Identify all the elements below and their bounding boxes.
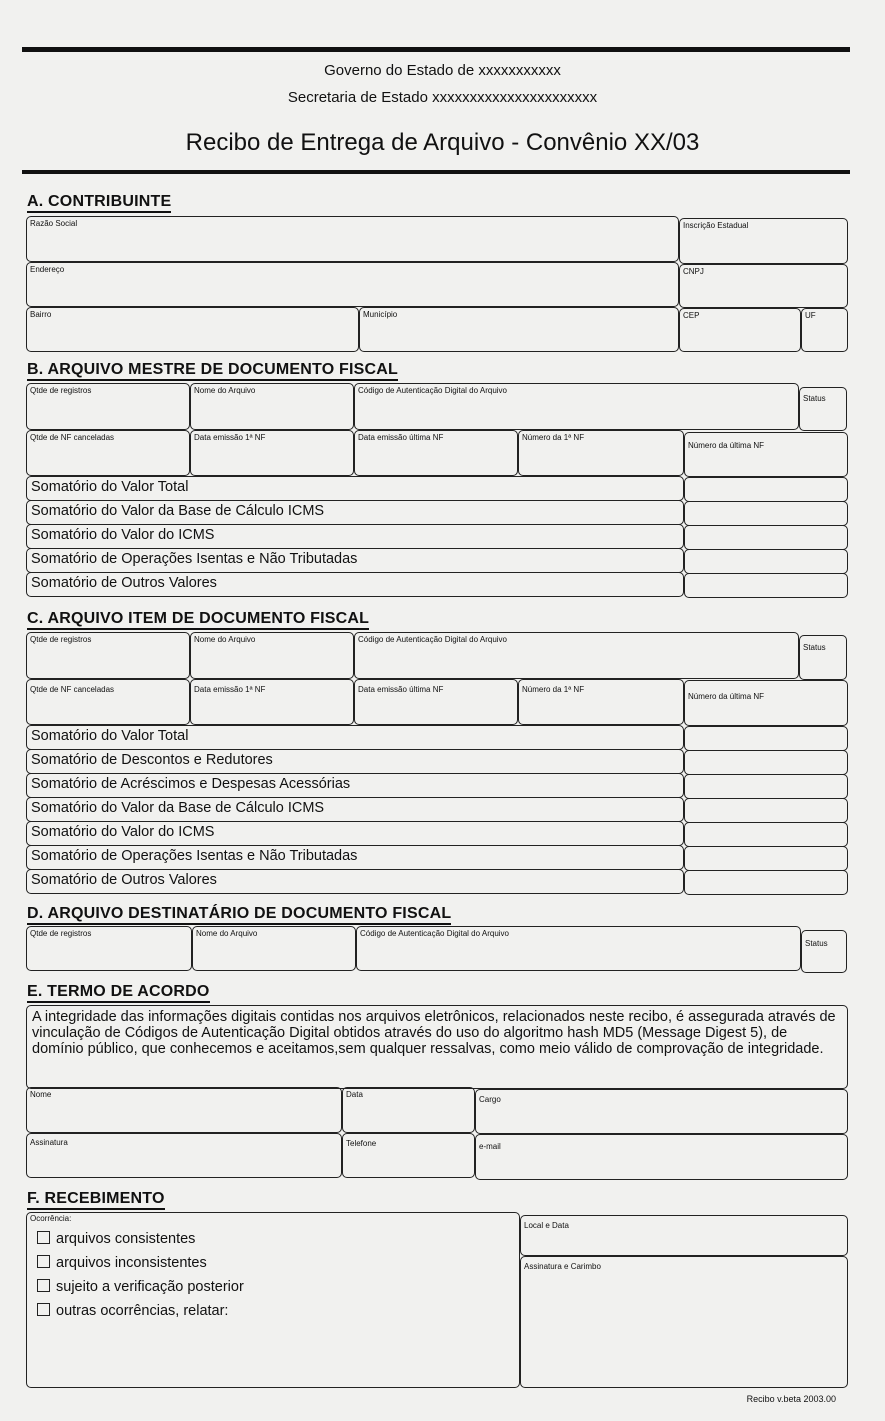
dest-qtde-registros[interactable]: Qtde de registros: [26, 926, 192, 971]
municipio-field[interactable]: Município: [359, 307, 679, 352]
inscricao-estadual-field[interactable]: Inscrição Estadual: [679, 218, 848, 264]
razao-social-field[interactable]: Razão Social: [26, 216, 679, 262]
checkbox-verificacao-posterior[interactable]: [37, 1279, 50, 1292]
item-total-label-5: Somatório de Operações Isentas e Não Tributadas: [26, 845, 684, 870]
section-f-heading: F. RECEBIMENTO: [27, 1190, 165, 1208]
checkbox-outras-ocorrencias[interactable]: [37, 1303, 50, 1316]
option-verificacao-posterior[interactable]: sujeito a verificação posterior: [37, 1279, 244, 1295]
item-total-value-4[interactable]: [684, 822, 848, 847]
title-rule: [22, 170, 850, 174]
mestre-nome-arquivo[interactable]: Nome do Arquivo: [190, 383, 354, 430]
ocorrencia-box: [26, 1212, 520, 1388]
mestre-numero-ultima[interactable]: Número da última NF: [684, 432, 848, 477]
mestre-total-value-0[interactable]: [684, 477, 848, 502]
section-c-heading: C. ARQUIVO ITEM DE DOCUMENTO FISCAL: [27, 610, 369, 628]
page-title: Recibo de Entrega de Arquivo - Convênio XX/03: [185, 129, 700, 156]
item-status[interactable]: Status: [799, 635, 847, 680]
mestre-data-emissao-primeira[interactable]: Data emissão 1ª NF: [190, 430, 354, 476]
option-outras-ocorrencias[interactable]: outras ocorrências, relatar:: [37, 1303, 228, 1319]
section-b-heading: B. ARQUIVO MESTRE DE DOCUMENTO FISCAL: [27, 361, 398, 379]
termo-text-box: [26, 1005, 848, 1089]
assinatura-carimbo-field[interactable]: Assinatura e Carimbo: [520, 1256, 848, 1388]
termo-telefone-field[interactable]: Telefone: [342, 1133, 475, 1178]
section-d-heading: D. ARQUIVO DESTINATÁRIO DE DOCUMENTO FISCAL: [27, 905, 451, 923]
item-total-value-6[interactable]: [684, 870, 848, 895]
section-e-heading: E. TERMO DE ACORDO: [27, 983, 210, 1001]
item-total-label-1: Somatório de Descontos e Redutores: [26, 749, 684, 774]
item-numero-primeira[interactable]: Número da 1ª NF: [518, 679, 684, 725]
option-consistentes[interactable]: arquivos consistentes: [37, 1231, 195, 1247]
section-a-heading: A. CONTRIBUINTE: [27, 193, 171, 211]
ocorrencia-label: Ocorrência:: [30, 1214, 72, 1223]
mestre-total-value-2[interactable]: [684, 525, 848, 550]
item-qtde-registros[interactable]: Qtde de registros: [26, 632, 190, 679]
item-total-value-3[interactable]: [684, 798, 848, 823]
mestre-total-label-0: Somatório do Valor Total: [26, 476, 684, 501]
termo-email-field[interactable]: e-mail: [475, 1134, 848, 1180]
mestre-total-label-4: Somatório de Outros Valores: [26, 572, 684, 597]
item-total-value-5[interactable]: [684, 846, 848, 871]
mestre-data-emissao-ultima[interactable]: Data emissão última NF: [354, 430, 518, 476]
mestre-total-label-3: Somatório de Operações Isentas e Não Tributadas: [26, 548, 684, 573]
item-qtde-nf-canceladas[interactable]: Qtde de NF canceladas: [26, 679, 190, 725]
mestre-qtde-nf-canceladas[interactable]: Qtde de NF canceladas: [26, 430, 190, 476]
termo-cargo-field[interactable]: Cargo: [475, 1089, 848, 1134]
bairro-field[interactable]: Bairro: [26, 307, 359, 352]
termo-assinatura-field[interactable]: Assinatura: [26, 1133, 342, 1178]
item-total-label-3: Somatório do Valor da Base de Cálculo ICMS: [26, 797, 684, 822]
dest-codigo-autenticacao[interactable]: Código de Autenticação Digital do Arquivo: [356, 926, 801, 971]
checkbox-consistentes[interactable]: [37, 1231, 50, 1244]
item-codigo-autenticacao[interactable]: Código de Autenticação Digital do Arquivo: [354, 632, 799, 679]
item-total-label-6: Somatório de Outros Valores: [26, 869, 684, 894]
endereco-field[interactable]: Endereço: [26, 262, 679, 307]
item-total-label-2: Somatório de Acréscimos e Despesas Acessórias: [26, 773, 684, 798]
mestre-total-value-3[interactable]: [684, 549, 848, 574]
version-footer: Recibo v.beta 2003.00: [746, 1394, 836, 1404]
mestre-status[interactable]: Status: [799, 387, 847, 431]
dest-status[interactable]: Status: [801, 930, 847, 973]
mestre-total-label-1: Somatório do Valor da Base de Cálculo ICMS: [26, 500, 684, 525]
item-total-value-2[interactable]: [684, 774, 848, 799]
item-total-value-0[interactable]: [684, 726, 848, 751]
cnpj-field[interactable]: CNPJ: [679, 264, 848, 308]
item-total-value-1[interactable]: [684, 750, 848, 775]
top-rule: [22, 47, 850, 52]
item-data-emissao-ultima[interactable]: Data emissão última NF: [354, 679, 518, 725]
mestre-total-value-4[interactable]: [684, 573, 848, 598]
mestre-codigo-autenticacao[interactable]: Código de Autenticação Digital do Arquivo: [354, 383, 799, 430]
item-total-label-0: Somatório do Valor Total: [26, 725, 684, 750]
mestre-numero-primeira[interactable]: Número da 1ª NF: [518, 430, 684, 476]
local-data-field[interactable]: Local e Data: [520, 1215, 848, 1256]
item-data-emissao-primeira[interactable]: Data emissão 1ª NF: [190, 679, 354, 725]
uf-field[interactable]: UF: [801, 308, 848, 352]
item-numero-ultima[interactable]: Número da última NF: [684, 680, 848, 726]
mestre-qtde-registros[interactable]: Qtde de registros: [26, 383, 190, 430]
mestre-total-value-1[interactable]: [684, 501, 848, 526]
government-line: Governo do Estado de xxxxxxxxxxx: [324, 62, 561, 79]
termo-nome-field[interactable]: Nome: [26, 1087, 342, 1133]
termo-data-field[interactable]: Data: [342, 1087, 475, 1133]
cep-field[interactable]: CEP: [679, 308, 801, 352]
item-nome-arquivo[interactable]: Nome do Arquivo: [190, 632, 354, 679]
dest-nome-arquivo[interactable]: Nome do Arquivo: [192, 926, 356, 971]
termo-text: A integridade das informações digitais contidas nos arquivos eletrônicos, relacionados neste recibo, é assegurada através de vinculação de Códigos de Autenticação Digital obtidos através do uso do algoritmo hash MD5 (Message Digest 5), de domínio público, que conhecemos e aceitamos,sem qualquer ressalvas, como meio válido de comprovação de integridade.: [32, 1009, 836, 1057]
item-total-label-4: Somatório do Valor do ICMS: [26, 821, 684, 846]
secretariat-line: Secretaria de Estado xxxxxxxxxxxxxxxxxxxxxx: [287, 89, 598, 106]
option-inconsistentes[interactable]: arquivos inconsistentes: [37, 1255, 207, 1271]
mestre-total-label-2: Somatório do Valor do ICMS: [26, 524, 684, 549]
checkbox-inconsistentes[interactable]: [37, 1255, 50, 1268]
